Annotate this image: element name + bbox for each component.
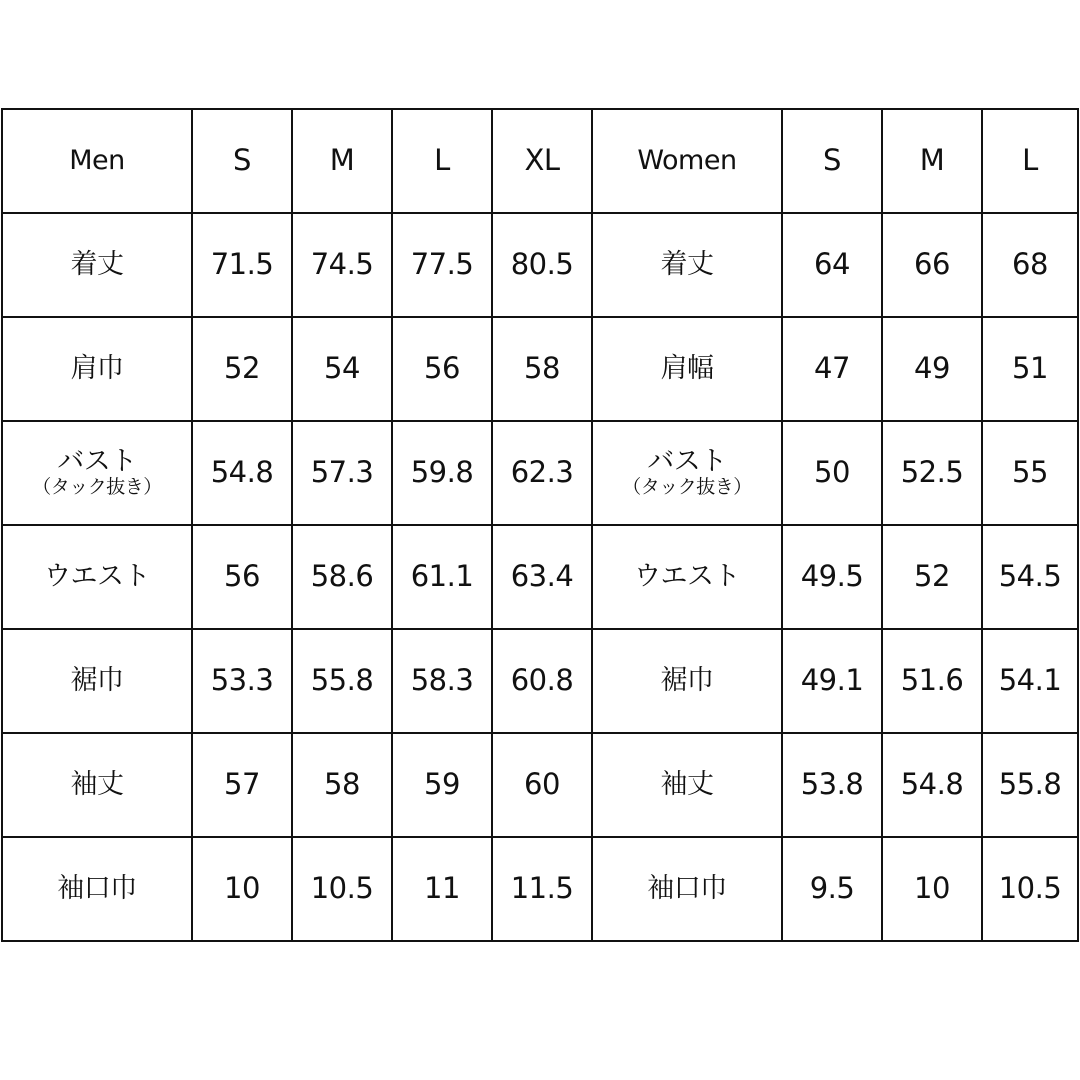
women-row-label-main: バスト [647, 446, 727, 478]
women-cell: 55.8 [982, 733, 1078, 837]
table-row [2, 421, 1078, 525]
men-cell: 59.8 [392, 421, 492, 525]
men-cell: 61.1 [392, 525, 492, 629]
table-row [2, 733, 1078, 837]
men-cell: 55.8 [292, 629, 392, 733]
women-cell: 51.6 [882, 629, 982, 733]
women-cell: 10 [882, 837, 982, 941]
women-cell: 50 [782, 421, 882, 525]
women-cell: 47 [782, 317, 882, 421]
women-row-label: 着丈 [592, 213, 782, 317]
women-cell: 49.1 [782, 629, 882, 733]
women-cell: 54.8 [882, 733, 982, 837]
men-cell: 11.5 [492, 837, 592, 941]
men-size-s: S [192, 109, 292, 213]
men-row-label: 着丈 [2, 213, 192, 317]
men-row-label-main: バスト [57, 446, 137, 478]
men-size-xl: XL [492, 109, 592, 213]
women-cell: 52.5 [882, 421, 982, 525]
men-row-label: 肩巾 [2, 317, 192, 421]
men-size-m: M [292, 109, 392, 213]
women-row-label: 肩幅 [592, 317, 782, 421]
women-size-s: S [782, 109, 882, 213]
women-cell: 51 [982, 317, 1078, 421]
men-cell: 54 [292, 317, 392, 421]
men-cell: 60 [492, 733, 592, 837]
women-header: Women [592, 109, 782, 213]
table-row [2, 525, 1078, 629]
men-cell: 74.5 [292, 213, 392, 317]
women-cell: 49 [882, 317, 982, 421]
men-cell: 59 [392, 733, 492, 837]
women-row-label: 裾巾 [592, 629, 782, 733]
men-cell: 56 [192, 525, 292, 629]
men-row-label [2, 421, 192, 525]
men-cell: 63.4 [492, 525, 592, 629]
table-row [2, 629, 1078, 733]
men-row-label-sub: （タック抜き） [32, 475, 162, 498]
men-cell: 80.5 [492, 213, 592, 317]
women-cell: 9.5 [782, 837, 882, 941]
men-header: Men [2, 109, 192, 213]
women-cell: 66 [882, 213, 982, 317]
women-cell: 49.5 [782, 525, 882, 629]
women-size-l: L [982, 109, 1078, 213]
men-cell: 58.6 [292, 525, 392, 629]
men-cell: 56 [392, 317, 492, 421]
men-cell: 58 [492, 317, 592, 421]
men-cell: 58.3 [392, 629, 492, 733]
men-cell: 57 [192, 733, 292, 837]
women-row-label: ウエスト [592, 525, 782, 629]
men-row-label: 裾巾 [2, 629, 192, 733]
table-row [2, 837, 1078, 941]
men-row-label: ウエスト [2, 525, 192, 629]
table-row [2, 213, 1078, 317]
men-size-l: L [392, 109, 492, 213]
men-cell: 77.5 [392, 213, 492, 317]
header-row [2, 109, 1078, 213]
women-row-label: 袖丈 [592, 733, 782, 837]
men-cell: 11 [392, 837, 492, 941]
men-cell: 53.3 [192, 629, 292, 733]
table-row [2, 317, 1078, 421]
men-cell: 52 [192, 317, 292, 421]
men-cell: 60.8 [492, 629, 592, 733]
men-cell: 10 [192, 837, 292, 941]
women-cell: 54.5 [982, 525, 1078, 629]
women-cell: 54.1 [982, 629, 1078, 733]
women-cell: 64 [782, 213, 882, 317]
women-size-m: M [882, 109, 982, 213]
men-row-label: 袖丈 [2, 733, 192, 837]
men-cell: 62.3 [492, 421, 592, 525]
men-cell: 57.3 [292, 421, 392, 525]
men-cell: 10.5 [292, 837, 392, 941]
men-row-label: 袖口巾 [2, 837, 192, 941]
women-row-label [592, 421, 782, 525]
women-cell: 53.8 [782, 733, 882, 837]
men-cell: 71.5 [192, 213, 292, 317]
women-cell: 52 [882, 525, 982, 629]
women-row-label: 袖口巾 [592, 837, 782, 941]
women-cell: 10.5 [982, 837, 1078, 941]
women-cell: 55 [982, 421, 1078, 525]
women-cell: 68 [982, 213, 1078, 317]
men-cell: 58 [292, 733, 392, 837]
women-row-label-sub: （タック抜き） [622, 475, 752, 498]
men-cell: 54.8 [192, 421, 292, 525]
size-chart-table [1, 108, 1079, 942]
